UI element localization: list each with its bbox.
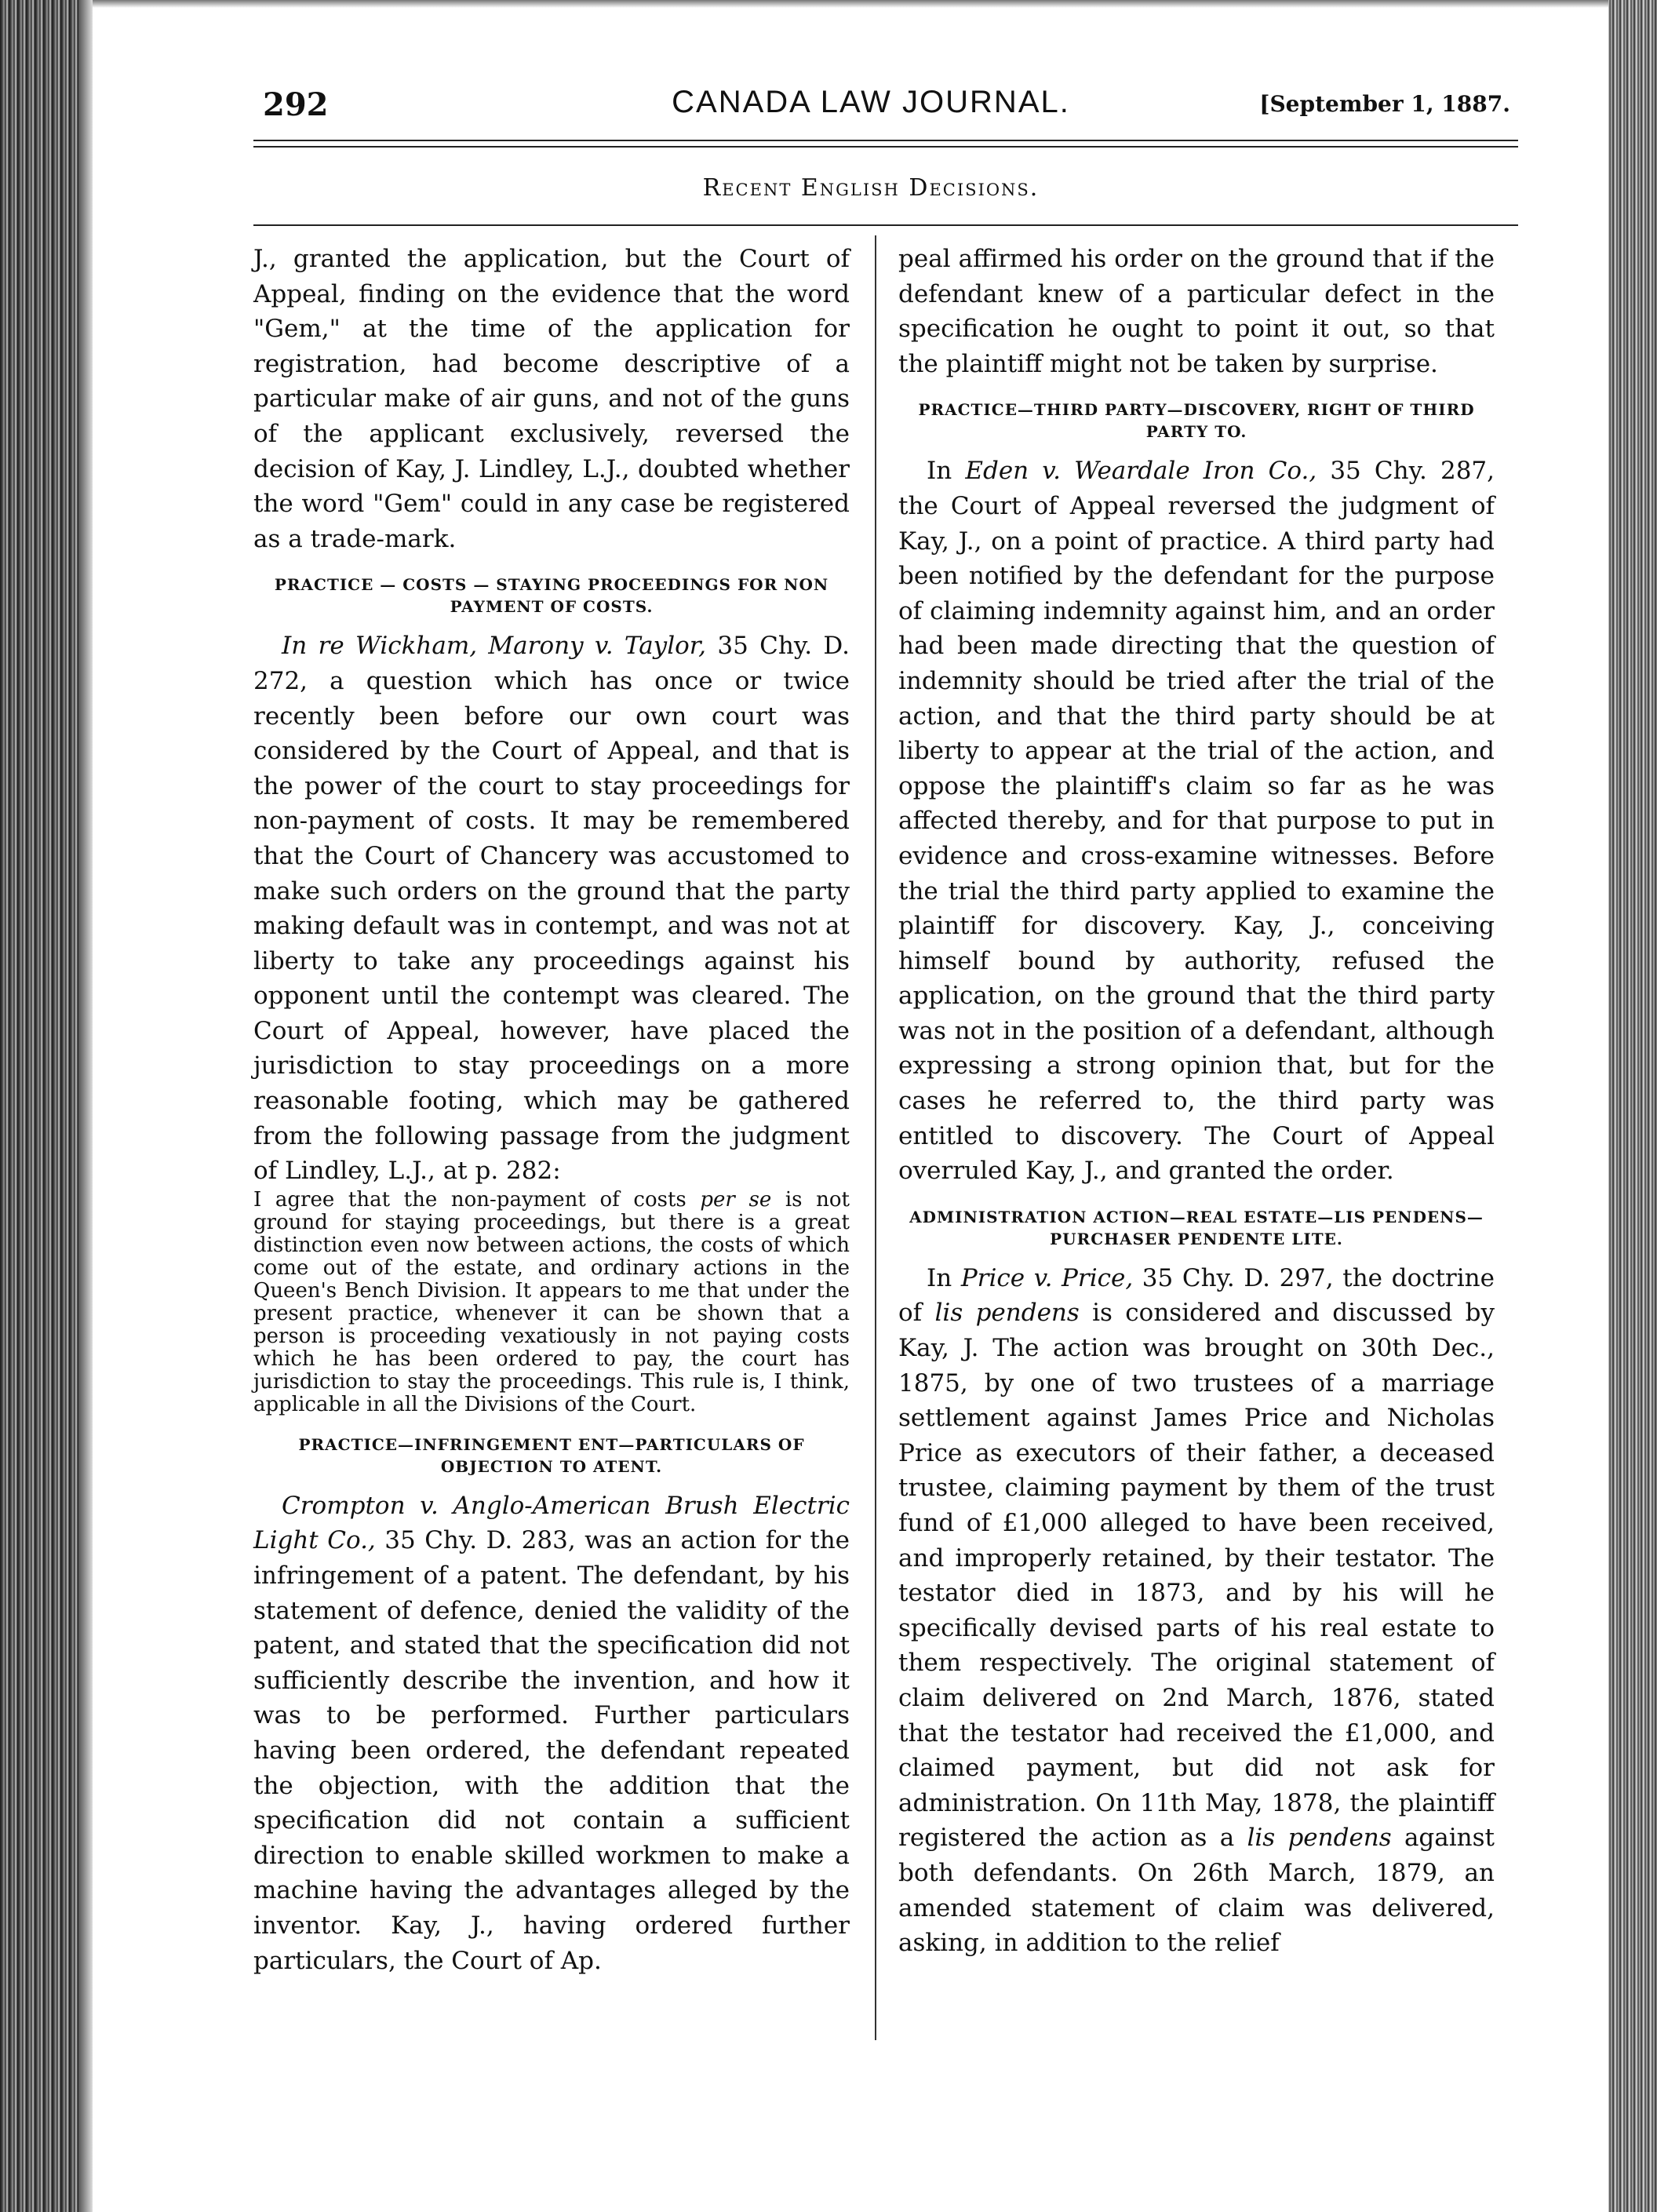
latin-phrase: lis pendens [1247, 1824, 1392, 1853]
quote-text: I agree that the non-payment of costs [253, 1187, 701, 1212]
header-rule [253, 146, 1518, 148]
header-rule [253, 140, 1518, 141]
page-number: 292 [263, 86, 329, 123]
case-name: Eden v. Weardale Iron Co., [965, 457, 1317, 486]
paragraph [898, 1261, 1495, 1961]
case-name: Price v. Price, [960, 1263, 1134, 1292]
paragraph-text: In [927, 1263, 961, 1292]
paragraph-text: against both defendants. On 26th March, 1879, an amended statement of claim was delivered, asking, in addition to the relief [898, 1824, 1495, 1958]
paragraph: J., granted the application, but the Court of Appeal, finding on the evidence that the word "Gem," at the time of the application for registration, had become descriptive of a particular make of air guns, and not of the guns of the applicant exclusively, reversed the decision of Kay, J. Lindley, L.J., doubted whether the word "Gem" could in any case be registered as a trade-mark. [253, 245, 850, 553]
book-binding-left [0, 0, 93, 2212]
paragraph [253, 1489, 850, 1978]
paragraph-text: 35 Chy. D. 297, the doctrine of [898, 1263, 1495, 1328]
paragraph-text: 35 Chy. D. 272, a question which has once or twice recently been before our own court was considered by the Court of Appeal, and that is the power of the court to stay proceedings for non-payment of costs. It may be remembered that the Court of Chancery was accustomed to make such orders on the ground that the party making default was in contempt, and was not at liberty to take any proceedings against his opponent until the contempt was cleared. The Court of Appeal, however, have placed the jurisdiction to stay proceedings on a more reasonable footing, which may be gathered from the following passage from the judgment of Lindley, L.J., at p. 282: [253, 632, 850, 1186]
latin-phrase: per se [700, 1187, 772, 1212]
block-quote [253, 1189, 850, 1416]
paragraph-text: 35 Chy. D. 283, was an action for the infringement of a patent. The defendant, by his statement of defence, denied the validity of the patent, and stated that the specification did not sufficiently describe the invention, and how it was to be performed. Further particulars having been ordered, the defendant repeated the objection, with the addition that the specification did not contain a sufficient direction to enable skilled workmen to make a machine having the advantages alleged by the inventor. Kay, J., having ordered further particulars, the Court of Ap. [253, 1526, 850, 1975]
case-name: Crompton v. Anglo-American Brush Electric Light Co., [253, 1491, 850, 1555]
latin-phrase: lis pendens [934, 1299, 1080, 1328]
quote-text: is not ground for staying proceedings, but there is a great distinction even now between actions, the costs of which come out of the estate, and ordinary actions in the Queen's Bench Division. It appears to me that under the present practice, whenever it can be shown that a person is proceeding vexatiously in not paying costs which he has been ordered to pay, the court has jurisdiction to stay the proceedings. This rule is, I think, applicable in all the Divisions of the Court. [253, 1187, 850, 1416]
paragraph [898, 454, 1495, 1188]
journal-title: CANADA LAW JOURNAL. [672, 85, 1070, 119]
subject-heading: PRACTICE—THIRD PARTY—DISCOVERY, RIGHT OF THIRD PARTY TO. [918, 400, 1475, 442]
subject-heading: ADMINISTRATION ACTION—REAL ESTATE—LIS PENDENS—PURCHASER PENDENTE LITE. [909, 1207, 1484, 1248]
journal-page [231, 0, 1510, 2212]
running-head [231, 85, 1510, 132]
section-title: Recent English Decisions. [702, 174, 1040, 202]
paragraph-text: In [927, 457, 966, 486]
subject-heading: PRACTICE—INFRINGEMENT ENT—PARTICULARS OF OBJECTION TO ATENT. [298, 1434, 805, 1476]
paragraph-text: is considered and discussed by Kay, J. The action was brought on 30th Dec., 1875, by one of two trustees of a marriage settlement against James Price and Nicholas Price as executors of their father, a deceased trustee, claiming payment by them of the trust fund of £1,000 alleged to have been received, and improperly retained, by their testator. The testator died in 1873, and by his will he specifically devised parts of his real estate to them respectively. The original statement of claim delivered on 2nd March, 1876, stated that the testator had received the £1,000, and claimed payment, but did not ask for administration. On 11th May, 1878, the plaintiff registered the action as a [898, 1299, 1495, 1853]
subject-heading: PRACTICE — COSTS — STAYING PROCEEDINGS FOR NON PAYMENT OF COSTS. [274, 575, 829, 617]
paragraph [253, 629, 850, 1189]
book-binding-right [1608, 0, 1657, 2212]
right-column [898, 242, 1495, 1961]
paragraph-text: 35 Chy. 287, the Court of Appeal reversed the judgment of Kay, J., on a point of practice. A third party had been notified by the defendant for the purpose of claiming indemnity against him, and an order had been made directing that the question of indemnity should be tried after the trial of the action, and that the third party should be at liberty to appear at the trial of the action, and oppose the plaintiff's claim so far as he was affected thereby, and for that purpose to put in evidence and cross-examine witnesses. Before the trial the third party applied to examine the plaintiff for discovery. Kay, J., conceiving himself bound by authority, refused the application, on the ground that the third party was not in the position of a defendant, although expressing a strong opinion that, but for the cases he referred to, the third party was entitled to discovery. The Court of Appeal overruled Kay, J., and granted the order. [898, 457, 1495, 1186]
column-divider [875, 235, 876, 2040]
case-name: In re Wickham, Marony v. Taylor, [282, 632, 707, 661]
issue-date: [September 1, 1887. [1259, 91, 1510, 117]
section-rule [253, 224, 1518, 226]
left-column [253, 242, 850, 1978]
paragraph: peal affirmed his order on the ground that if the defendant knew of a particular defect in the specification he ought to point it out, so that the plaintiff might not be taken by surprise. [898, 245, 1495, 378]
